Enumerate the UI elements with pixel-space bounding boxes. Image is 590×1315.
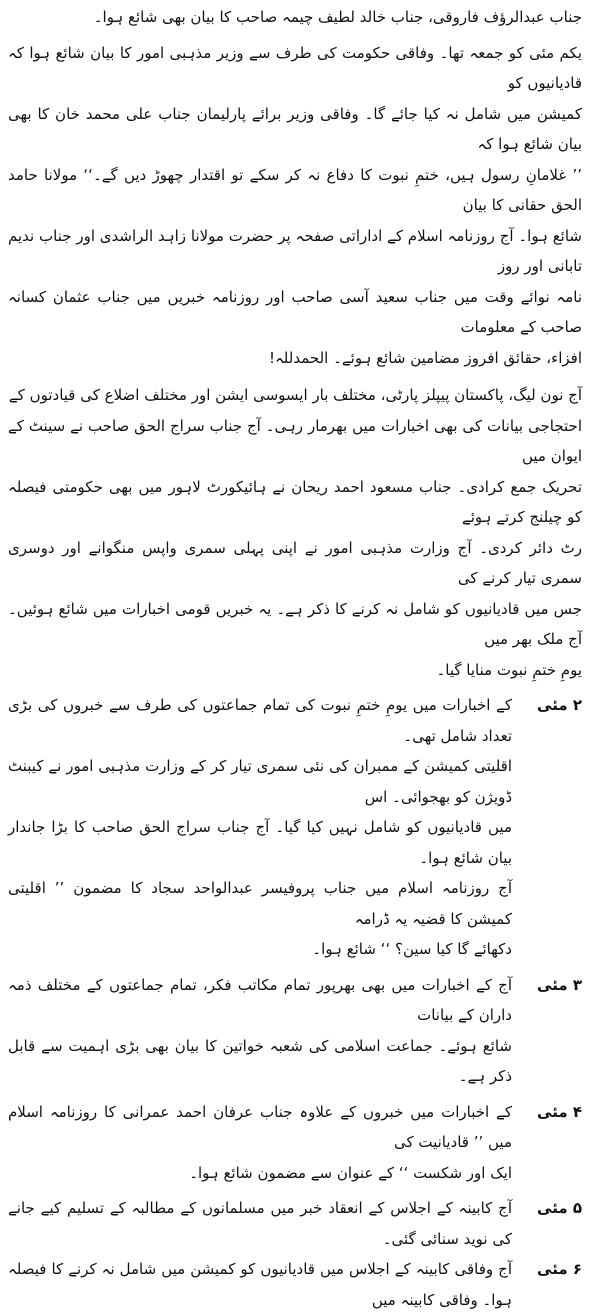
entry-date: ۴ مئی <box>537 1102 582 1121</box>
entry-text: آج وفاقی کابینہ کے اجلاس میں قادیانیوں کو کمیشن میں شامل نہ کرنے کا فیصلہ ہوا۔ وفاقی کابینہ میں <box>8 1260 512 1309</box>
entry-text: آج کابینہ کے اجلاس کے انعقاد خبر میں مسلمانوں کے مطالبہ کے تسلیم کیے جانے کی نوید سنائی گئی۔ <box>8 1199 512 1248</box>
entry-text: کے اخبارات میں خبروں کے علاوہ جناب عرفان احمد عمرانی کا روزنامہ اسلام میں ’’ قادیانیت کی ایک اور شکست ‘‘ کے عنوان سے مضمون شائع ہوا۔ <box>8 1102 512 1182</box>
paragraph-may-1: یکم مئی کو جمعہ تھا۔ وفاقی حکومت کی طرف سے وزیر مذہبی امور کا بیان شائع ہوا کہ قادیانیوں کو کمیشن میں شامل نہ کیا جائے گا۔ وفاقی وزیر برائے پارلیمان جناب علی محمد خان کا بھی بیان شائع ہوا کہ ’’ غلامانِ رسول ہیں، ختمِ نبوت کا دفاع نہ کر سکے تو اقتدار چھوڑ دیں گے۔‘‘ مولانا حامد الحق حقانی کا بیان شائع ہوا۔ آج روزنامہ اسلام کے اداراتی صفحہ پر حضرت مولانا زاہد الراشدی اور جناب ندیم تابانی اور روز نامہ نوائے وقت میں جناب سعید آسی صاحب اور روزنامہ خبریں میں جناب عثمان کسانہ صاحب کے معلومات افزاء، حقائق افروز مضامین شائع ہوئے۔ الحمدللہ! <box>8 43 582 367</box>
opening-line: جناب عبدالرؤف فاروقی، جناب خالد لطیف چیمہ صاحب کا بیان بھی شائع ہوا۔ <box>93 8 582 26</box>
diary-entry-may-6 <box>8 1254 582 1315</box>
entry-date: ۶ مئی <box>537 1260 582 1278</box>
diary-entry-may-2 <box>8 690 582 965</box>
entry-date: ۲ مئی <box>537 696 582 714</box>
entry-date: ۳ مئی <box>537 975 582 994</box>
entry-text: کے اخبارات میں یومِ ختمِ نبوت کی تمام جماعتوں کی طرف سے خبروں کی بڑی تعداد شامل تھی۔ اقلیتی کمیشن کے ممبران کی نئی سمری تیار کر کے وزارت مذہبی امور نے کیبنٹ ڈویژن کو بھجوائی۔ اس میں قادیانیوں کو شامل نہیں کیا گیا۔ آج جناب سراج الحق صاحب کا بڑا جاندار بیان شائع ہوا۔ آج روزنامہ اسلام میں جناب پروفیسر عبدالواحد سجاد کا مضمون ’’ اقلیتی کمیشن کا قضیہ یہ ڈرامہ دکھائے گا کیا سین؟ ‘‘ شائع ہوا۔ <box>8 696 512 958</box>
entry-text: آج کے اخبارات میں بھی بھرپور تمام مکاتب فکر، تمام جماعتوں کے مختلف ذمہ داران کے بیانات شائع ہوئے۔ جماعت اسلامی کی شعبہ خواتین کا بیان بھی بڑی اہمیت سے قابل ذکر ہے۔ <box>8 975 512 1085</box>
diary-entry-may-3 <box>8 970 582 1092</box>
diary-entry-may-5 <box>8 1193 582 1254</box>
entry-date: ۵ مئی <box>537 1199 582 1217</box>
paragraph-national-protests: آج نون لیگ، پاکستان پیپلز پارٹی، مختلف بار ایسوسی ایشن اور مختلف اضلاع کی قیادتوں کے احتجاجی بیانات کی بھی اخبارات میں بھرمار رہی۔ آج جناب سراج الحق صاحب نے سینٹ کے ایوان میں تحریک جمع کرادی۔ جناب مسعود احمد ریحان نے ہائیکورٹ لاہور میں بھی حکومتی فیصلہ کو چیلنج کرتے ہوئے رٹ دائر کردی۔ آج وزارت مذہبی امور نے اپنی پہلی سمری واپس منگوانے اور دوسری سمری تیار کرنے کی جس میں قادیانیوں کو شامل نہ کرنے کا ذکر ہے۔ یہ خبریں قومی اخبارات میں شائع ہوئیں۔ آج ملک بھر میں یومِ ختمِ نبوت منایا گیا۔ <box>8 386 582 679</box>
diary-entry-may-4 <box>8 1097 582 1189</box>
